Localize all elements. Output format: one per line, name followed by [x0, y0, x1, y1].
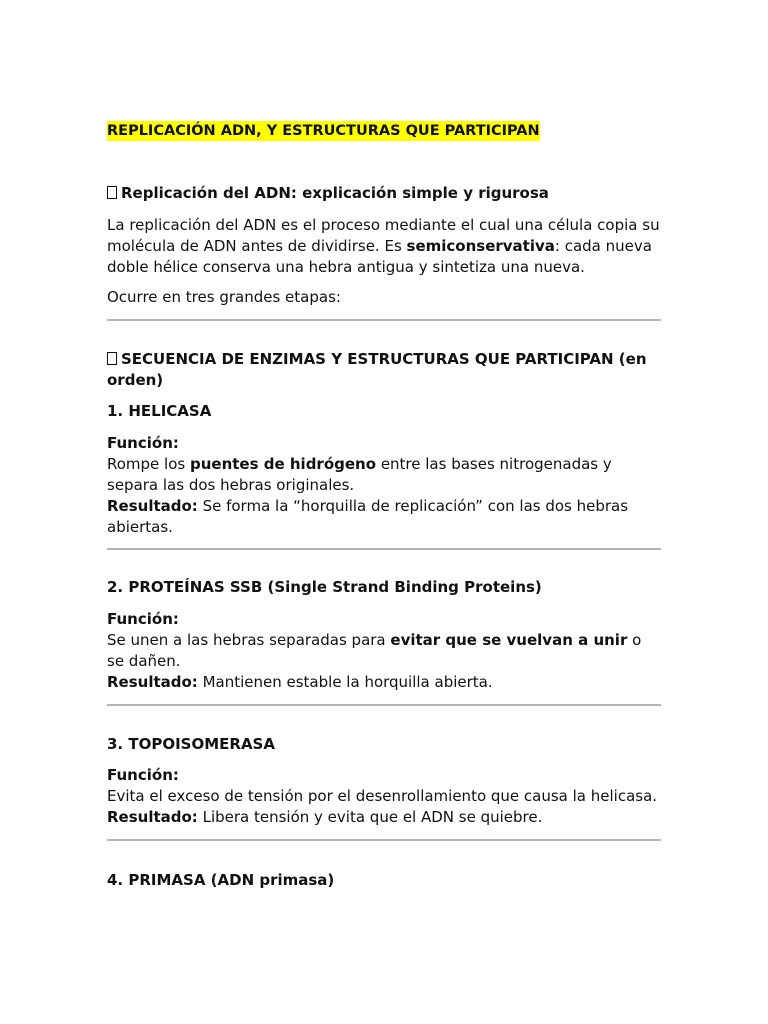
stages-paragraph	[107, 287, 661, 308]
missing-glyph-icon	[107, 186, 117, 199]
enzyme-heading: 1. HELICASA	[107, 402, 212, 420]
divider	[107, 839, 661, 841]
function-label: Función:	[107, 766, 179, 784]
intro-text-bold: semiconservativa	[406, 237, 555, 255]
missing-glyph-icon	[107, 352, 117, 365]
result-label: Resultado:	[107, 673, 198, 691]
intro-text-a: La replicación del ADN es el proceso mediante el cual una célula copia su molécula de ADN antes de dividirse. Es	[107, 216, 660, 255]
document-title: REPLICACIÓN ADN, Y ESTRUCTURAS QUE PARTICIPAN	[107, 123, 540, 139]
sequence-section	[107, 349, 661, 391]
function-label: Función:	[107, 434, 179, 452]
intro-paragraph	[107, 215, 661, 278]
intro-heading	[107, 183, 661, 204]
intro-heading-text: Replicación del ADN: explicación simple y rigurosa	[121, 184, 549, 202]
result-label: Resultado:	[107, 808, 198, 826]
result-text: Se forma la “horquilla de replicación” con las dos hebras abiertas.	[107, 497, 629, 536]
enzyme-topoisomerasa-body	[107, 765, 661, 828]
enzyme-topoisomerasa	[107, 734, 661, 755]
function-text: Evita el exceso de tensión por el desenrollamiento que causa la helicasa.	[107, 787, 658, 805]
enzyme-ssb-body	[107, 609, 661, 693]
function-label: Función:	[107, 610, 179, 628]
function-text-b: o se dañen.	[107, 631, 642, 670]
enzyme-heading: 3. TOPOISOMERASA	[107, 735, 275, 753]
function-text-a: Rompe los	[107, 455, 190, 473]
divider	[107, 319, 661, 321]
sequence-heading	[107, 349, 661, 391]
function-text-b: entre las bases nitrogenadas y separa las dos hebras originales.	[107, 455, 612, 494]
result-text: Mantienen estable la horquilla abierta.	[197, 673, 493, 691]
enzyme-helicasa	[107, 401, 661, 422]
intro-text-b: : cada nueva doble hélice conserva una hebra antigua y sintetiza una nueva.	[107, 237, 652, 276]
divider	[107, 548, 661, 550]
stages-text: Ocurre en tres grandes etapas:	[107, 288, 341, 306]
function-text-a: Se unen a las hebras separadas para	[107, 631, 391, 649]
enzyme-primasa	[107, 870, 661, 891]
result-label: Resultado:	[107, 497, 198, 515]
enzyme-heading: 2. PROTEÍNAS SSB (Single Strand Binding Proteins)	[107, 578, 542, 596]
enzyme-helicasa-body	[107, 433, 661, 538]
enzyme-ssb	[107, 577, 661, 598]
function-text-bold: puentes de hidrógeno	[189, 455, 377, 473]
function-text-bold: evitar que se vuelvan a unir	[390, 631, 628, 649]
intro-section	[107, 183, 661, 204]
sequence-heading-text: SECUENCIA DE ENZIMAS Y ESTRUCTURAS QUE PARTICIPAN (en orden)	[107, 350, 647, 389]
divider	[107, 704, 661, 706]
result-text: Libera tensión y evita que el ADN se quiebre.	[197, 808, 543, 826]
enzyme-heading: 4. PRIMASA (ADN primasa)	[107, 871, 335, 889]
